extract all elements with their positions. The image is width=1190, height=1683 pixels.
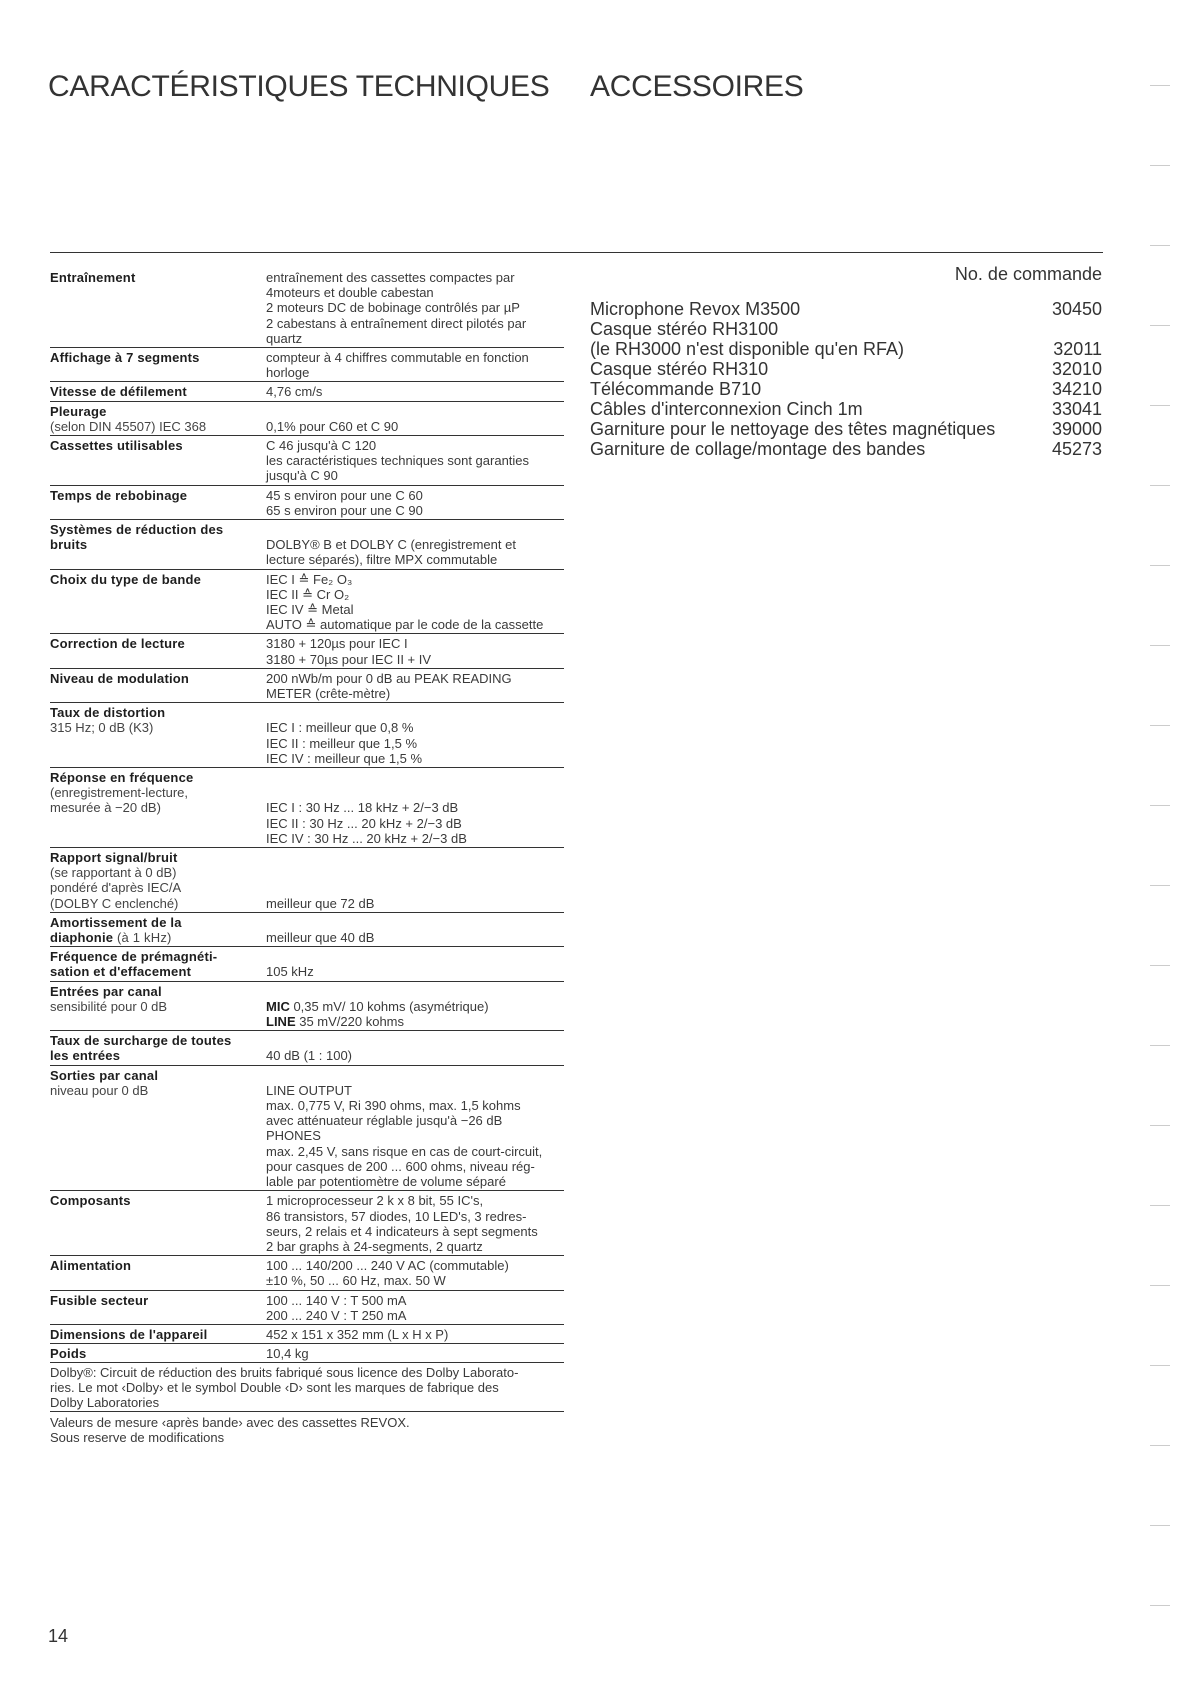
spec-value: [266, 1327, 564, 1342]
spec-value-line: DOLBY® B et DOLBY C (enregistrement et: [266, 537, 516, 553]
spec-value-line: IEC I : 30 Hz ... 18 kHz + 2/−3 dB: [266, 800, 459, 816]
spec-label: [50, 438, 266, 484]
spec-label: [50, 1293, 266, 1323]
margin-tick: [1150, 1045, 1170, 1046]
spec-label: [50, 984, 266, 1030]
spec-row: [50, 350, 564, 382]
spec-value: [266, 488, 564, 518]
spec-value-line: 40 dB (1 : 100): [266, 1048, 352, 1064]
accessory-name: (le RH3000 n'est disponible qu'en RFA): [590, 339, 905, 359]
page-title-specifications: CARACTÉRISTIQUES TECHNIQUES: [48, 70, 550, 103]
note-line: Sous reserve de modifications: [50, 1430, 225, 1446]
margin-tick: [1150, 1365, 1170, 1366]
spec-label: [50, 949, 266, 979]
spec-label: [50, 671, 266, 701]
spec-row: [50, 1327, 564, 1344]
spec-label: [50, 384, 266, 399]
margin-tick: [1150, 85, 1170, 86]
accessory-item: [590, 399, 1102, 419]
spec-value: [266, 850, 564, 911]
spec-label: [50, 488, 266, 518]
spec-value-line: METER (crête-mètre): [266, 686, 391, 702]
spec-value-line: meilleur que 72 dB: [266, 895, 375, 911]
spec-row: [50, 1193, 564, 1256]
spec-row: [50, 915, 564, 947]
spec-label-sub: (se rapportant à 0 dB): [50, 865, 177, 881]
spec-value-line: jusqu'à C 90: [266, 468, 338, 484]
spec-label-main: Taux de surcharge de toutes: [50, 1033, 232, 1049]
spec-label-unit: (à 1 kHz): [113, 930, 172, 946]
spec-value: [266, 350, 564, 380]
spec-value-line: IEC IV : meilleur que 1,5 %: [266, 750, 423, 766]
spec-label: [50, 770, 266, 846]
spec-value-line: 3180 + 70µs pour IEC II + IV: [266, 651, 432, 667]
spec-row: [50, 438, 564, 486]
header-divider: [50, 252, 1103, 253]
spec-value: [266, 1033, 564, 1063]
accessory-name: Casque stéréo RH310: [590, 359, 769, 379]
spec-label-main: Alimentation: [50, 1258, 132, 1274]
spec-value-line: PHONES: [266, 1128, 321, 1144]
spec-value: [266, 1258, 564, 1288]
spec-label-main: Taux de distortion: [50, 705, 166, 721]
spec-value-text: 0,35 mV/ 10 kohms (asymétrique): [289, 998, 489, 1014]
spec-value: [266, 572, 564, 633]
spec-label-main: Entraînement: [50, 270, 136, 285]
footnote-line: Dolby®: Circuit de réduction des bruits fabriqué sous licence des Dolby Laborato-: [50, 1365, 519, 1381]
spec-value: [266, 915, 564, 945]
spec-row: [50, 488, 564, 520]
spec-value-line: 3180 + 120µs pour IEC I: [266, 636, 408, 652]
accessory-item: [590, 339, 1102, 359]
spec-value: [266, 705, 564, 766]
spec-row: [50, 636, 564, 668]
margin-tick: [1150, 565, 1170, 566]
margin-tick: [1150, 725, 1170, 726]
spec-label-main-2: [50, 1048, 262, 1063]
spec-value: [266, 1068, 564, 1190]
spec-label-main-2-text: sation et d'effacement: [50, 964, 192, 980]
spec-label: [50, 1346, 266, 1361]
spec-value-line: 45 s environ pour une C 60: [266, 487, 423, 503]
spec-value-line: quartz: [266, 330, 303, 346]
spec-label-sub: (enregistrement-lecture,: [50, 785, 188, 801]
spec-value-line: 1 microprocesseur 2 k x 8 bit, 55 IC's,: [266, 1193, 484, 1209]
spec-value: [266, 438, 564, 484]
margin-tick: [1150, 1285, 1170, 1286]
spec-value-line: 105 kHz: [266, 964, 314, 980]
spec-label-main: Choix du type de bande: [50, 571, 202, 587]
margin-tick: [1150, 245, 1170, 246]
spec-value-line: 200 ... 240 V : T 250 mA: [266, 1307, 407, 1323]
spec-value-line: IEC IV ≙ Metal: [266, 602, 354, 618]
spec-label-main: Réponse en fréquence: [50, 770, 194, 786]
spec-value-line: IEC II ≙ Cr O₂: [266, 586, 350, 602]
accessory-name: Télécommande B710: [590, 379, 762, 399]
spec-row: [50, 404, 564, 436]
spec-row: [50, 384, 564, 401]
spec-label-sub: (DOLBY C enclenché): [50, 895, 179, 911]
margin-tick: [1150, 885, 1170, 886]
spec-label-sub: 315 Hz; 0 dB (K3): [50, 720, 154, 736]
spec-label-sub: pondéré d'après IEC/A: [50, 880, 182, 896]
spec-row: [50, 671, 564, 703]
accessory-name: Garniture pour le nettoyage des têtes magnétiques: [590, 419, 996, 439]
spec-value-line: 2 bar graphs à 24-segments, 2 quartz: [266, 1238, 483, 1254]
spec-value-line: entraînement des cassettes compactes par: [266, 270, 515, 285]
footnote-line: ries. Le mot ‹Dolby› et le symbol Double ‹D› sont les marques de fabrique des: [50, 1380, 499, 1396]
spec-label-main-2-text: les entrées: [50, 1048, 121, 1064]
measurement-note: [50, 1415, 564, 1445]
spec-label: [50, 1193, 266, 1254]
spec-label-main: Dimensions de l'appareil: [50, 1326, 208, 1342]
spec-value-line: ±10 %, 50 ... 60 Hz, max. 50 W: [266, 1273, 446, 1289]
spec-label: [50, 404, 266, 434]
accessory-item: [590, 439, 1102, 459]
spec-row: [50, 572, 564, 635]
spec-row: [50, 984, 564, 1032]
spec-label: [50, 1258, 266, 1288]
spec-value-line: IEC I ≙ Fe₂ O₃: [266, 571, 353, 587]
accessory-name: Câbles d'interconnexion Cinch 1m: [590, 399, 863, 419]
spec-label: [50, 350, 266, 380]
spec-value: [266, 522, 564, 568]
spec-value-line: 100 ... 140/200 ... 240 V AC (commutable): [266, 1258, 509, 1274]
spec-label: [50, 1327, 266, 1342]
spec-value: [266, 984, 564, 1030]
margin-tick: [1150, 405, 1170, 406]
spec-value-text: 35 mV/220 kohms: [295, 1014, 405, 1030]
spec-value-line: 452 x 151 x 352 mm (L x H x P): [266, 1326, 449, 1342]
spec-value-line: horloge: [266, 365, 310, 381]
margin-tick: [1150, 485, 1170, 486]
spec-label-main: Entrées par canal: [50, 983, 162, 999]
spec-value-line: meilleur que 40 dB: [266, 930, 375, 946]
spec-value-line: 4,76 cm/s: [266, 384, 323, 400]
margin-tick: [1150, 1205, 1170, 1206]
spec-label: [50, 636, 266, 666]
spec-value: [266, 404, 564, 434]
accessory-name: Microphone Revox M3500: [590, 299, 801, 319]
spec-label-main: Temps de rebobinage: [50, 487, 188, 503]
specifications-table: [50, 270, 564, 1445]
spec-label-main: Composants: [50, 1193, 131, 1209]
spec-label: [50, 850, 266, 911]
spec-label-sub: mesurée à −20 dB): [50, 800, 161, 816]
note-line: Valeurs de mesure ‹après bande› avec des cassettes REVOX.: [50, 1415, 410, 1431]
spec-label: [50, 1068, 266, 1190]
spec-value-line: 0,1% pour C60 et C 90: [266, 418, 399, 434]
spec-value: [266, 1293, 564, 1323]
spec-value-line: 86 transistors, 57 diodes, 10 LED's, 3 redres-: [266, 1208, 527, 1224]
margin-tick: [1150, 1125, 1170, 1126]
spec-value-line: seurs, 2 relais et 4 indicateurs à sept segments: [266, 1223, 538, 1239]
spec-value: [266, 1346, 564, 1361]
spec-value-key: LINE: [266, 1014, 296, 1030]
spec-value-line: max. 2,45 V, sans risque en cas de court-circuit,: [266, 1143, 543, 1159]
spec-label-main-2: [50, 930, 262, 945]
spec-label-sub: (selon DIN 45507) IEC 368: [50, 418, 207, 434]
spec-label-main: Poids: [50, 1346, 87, 1362]
spec-row: [50, 705, 564, 768]
margin-tick: [1150, 165, 1170, 166]
accessory-name: Garniture de collage/montage des bandes: [590, 439, 926, 459]
accessory-order-number: 34210: [1051, 379, 1102, 399]
spec-row: [50, 949, 564, 981]
accessory-order-number: 39000: [1051, 419, 1102, 439]
spec-value-key: MIC: [266, 998, 290, 1014]
spec-label-main: Cassettes utilisables: [50, 438, 183, 454]
accessory-order-number: 32011: [1053, 339, 1102, 359]
accessory-order-number: 45273: [1051, 439, 1102, 459]
spec-label-main: Affichage à 7 segments: [50, 350, 200, 366]
spec-row: [50, 850, 564, 913]
spec-label: [50, 705, 266, 766]
margin-tick: [1150, 1525, 1170, 1526]
accessory-item: [590, 359, 1102, 379]
spec-value-line: [266, 1014, 564, 1029]
spec-row: [50, 1346, 564, 1363]
spec-value-line: IEC II : 30 Hz ... 20 kHz + 2/−3 dB: [266, 815, 462, 831]
spec-value: [266, 1193, 564, 1254]
spec-value-line: 10,4 kg: [266, 1346, 309, 1362]
spec-label-main: Fréquence de prémagnéti-: [50, 949, 218, 965]
spec-value-line: pour casques de 200 ... 600 ohms, niveau rég-: [266, 1158, 535, 1174]
spec-label: [50, 572, 266, 633]
spec-value-line: AUTO ≙ automatique par le code de la cassette: [266, 617, 544, 633]
spec-value-line: IEC IV : 30 Hz ... 20 kHz + 2/−3 dB: [266, 830, 467, 846]
spec-row: [50, 270, 564, 348]
spec-label-sub: niveau pour 0 dB: [50, 1082, 149, 1098]
margin-tick: [1150, 805, 1170, 806]
spec-value-line: avec atténuateur réglable jusqu'à −26 dB: [266, 1113, 503, 1129]
accessory-name: Casque stéréo RH3100: [590, 319, 779, 339]
accessory-order-number: 30450: [1051, 299, 1102, 319]
accessory-item: [590, 379, 1102, 399]
spec-value-line: compteur à 4 chiffres commutable en fonction: [266, 350, 529, 366]
spec-value: [266, 384, 564, 399]
spec-value: [266, 636, 564, 666]
page-title-accessories: ACCESSOIRES: [590, 70, 804, 103]
spec-label-main: Fusible secteur: [50, 1292, 149, 1308]
spec-value-line: lable par potentiomètre de volume séparé: [266, 1174, 506, 1190]
spec-label-main: Vitesse de défilement: [50, 384, 187, 400]
spec-row: [50, 1068, 564, 1192]
order-number-header: No. de commande: [954, 264, 1102, 284]
spec-label: [50, 915, 266, 945]
spec-value: [266, 770, 564, 846]
footnote-line: Dolby Laboratories: [50, 1395, 160, 1411]
spec-value-line: [266, 999, 564, 1014]
margin-tick: [1150, 325, 1170, 326]
spec-value-line: max. 0,775 V, Ri 390 ohms, max. 1,5 kohms: [266, 1098, 521, 1114]
spec-row: [50, 1258, 564, 1290]
accessories-list: [590, 264, 1102, 459]
spec-label: [50, 270, 266, 346]
spec-row: [50, 1033, 564, 1065]
spec-value-line: C 46 jusqu'à C 120: [266, 438, 377, 454]
accessory-item: [590, 299, 1102, 319]
spec-label-sub: sensibilité pour 0 dB: [50, 998, 168, 1014]
spec-value-line: lecture séparés), filtre MPX commutable: [266, 552, 498, 568]
accessory-item: [590, 319, 1102, 339]
spec-value-line: IEC II : meilleur que 1,5 %: [266, 735, 418, 751]
margin-tick: [1150, 1445, 1170, 1446]
margin-tick: [1150, 645, 1170, 646]
accessory-order-number: 33041: [1051, 399, 1102, 419]
spec-label: [50, 522, 266, 568]
spec-label-main: Amortissement de la: [50, 914, 182, 930]
spec-label-main: Sorties par canal: [50, 1067, 159, 1083]
margin-tick: [1150, 1605, 1170, 1606]
spec-value-line: 4moteurs et double cabestan: [266, 285, 434, 301]
spec-value-line: 100 ... 140 V : T 500 mA: [266, 1292, 407, 1308]
spec-label-main-2-text: diaphonie: [50, 930, 114, 946]
spec-value-line: IEC I : meilleur que 0,8 %: [266, 720, 414, 736]
spec-value-line: LINE OUTPUT: [266, 1082, 352, 1098]
spec-value-line: 200 nWb/m pour 0 dB au PEAK READING: [266, 670, 512, 686]
spec-row: [50, 770, 564, 848]
spec-row: [50, 1293, 564, 1325]
spec-label-main: Correction de lecture: [50, 636, 185, 652]
spec-row: [50, 522, 564, 570]
spec-label-main: Pleurage: [50, 403, 107, 419]
spec-label-main: Niveau de modulation: [50, 670, 190, 686]
dolby-footnote: [50, 1365, 564, 1412]
spec-value: [266, 671, 564, 701]
spec-label-main-2: [50, 964, 262, 979]
spec-value-line: les caractéristiques techniques sont garanties: [266, 453, 530, 469]
spec-value: [266, 270, 564, 346]
page-number: 14: [48, 1626, 69, 1646]
accessory-order-number: 32010: [1051, 359, 1102, 379]
margin-tick: [1150, 965, 1170, 966]
spec-value-line: 2 cabestans à entraînement direct pilotés par: [266, 315, 527, 331]
spec-label-main: Systèmes de réduction des bruits: [50, 522, 224, 553]
accessory-item: [590, 419, 1102, 439]
spec-label-main: Rapport signal/bruit: [50, 850, 178, 866]
spec-value-line: 65 s environ pour une C 90: [266, 502, 423, 518]
spec-label: [50, 1033, 266, 1063]
spec-value-line: 2 moteurs DC de bobinage contrôlés par µP: [266, 300, 520, 316]
spec-value: [266, 949, 564, 979]
